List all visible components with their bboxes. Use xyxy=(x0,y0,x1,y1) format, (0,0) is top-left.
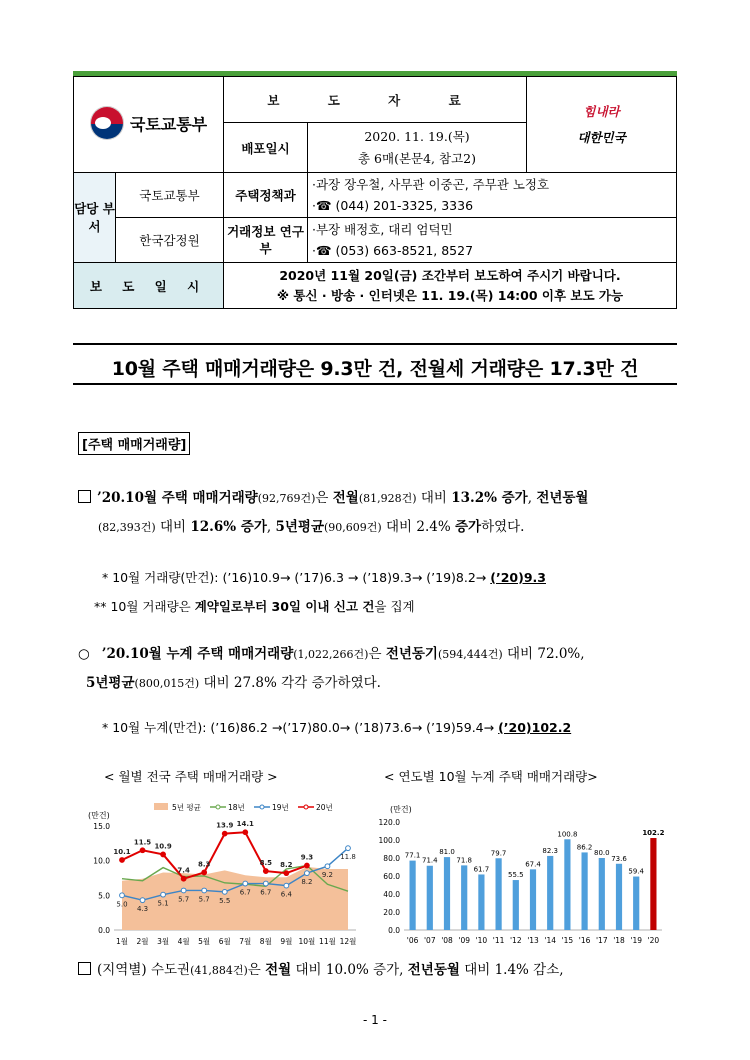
bar-value-label: 77.1 xyxy=(404,851,421,860)
data-point xyxy=(305,863,310,868)
chart-title-monthly: < 월별 전국 주택 매매거래량 > xyxy=(104,769,278,784)
data-label: 8.2 xyxy=(301,878,313,887)
data-label: 5.7 xyxy=(178,895,190,904)
data-point xyxy=(243,881,248,886)
press-release-title: 보 도 자 료 xyxy=(224,77,527,123)
bar xyxy=(633,877,639,930)
page-number: - 1 - xyxy=(363,1013,387,1027)
x-tick-label: '15 xyxy=(561,936,574,945)
bar-value-label: 102.2 xyxy=(642,829,665,838)
headline-rule-top xyxy=(73,343,677,345)
data-point xyxy=(181,876,186,881)
embargo-label: 보 도 일 시 xyxy=(74,263,224,309)
note-monthly-volume: * 10월 거래량(만건): (’16)10.9→ (’17)6.3 → (’18)9.3→ (’19)8.2→ (’20)9.3 xyxy=(102,570,546,585)
x-tick-label: 10월 xyxy=(298,937,316,946)
ministry-logo-cell xyxy=(74,77,224,173)
y-axis-unit: (만건) xyxy=(390,805,412,814)
monthly-volume-line-chart xyxy=(84,798,374,950)
paragraph-regional: (지역별) 수도권(41,884건)은 전월 대비 10.0% 증가, 전년동월 대비 1.4% 감소, xyxy=(78,956,678,985)
bar-value-label: 79.7 xyxy=(490,849,507,858)
bar xyxy=(461,865,467,930)
data-label: 11.5 xyxy=(133,838,152,847)
press-release-header xyxy=(73,76,677,309)
bar-value-label: 59.4 xyxy=(628,867,644,876)
data-point xyxy=(202,870,207,875)
section-tag: [주택 매매거래량] xyxy=(78,432,190,455)
paragraph-monthly: ’20.10월 주택 매매거래량(92,769건)은 전월(81,928건) 대비 13.2% 증가, 전년동월 (82,393건) 대비 12.6% 증가, 5년평균(90,609건) 대비 2.4% 증가하였다. xyxy=(78,484,678,542)
bar-value-label: 100.8 xyxy=(557,830,578,839)
bar-value-label: 81.0 xyxy=(439,848,455,857)
x-tick-label: 4월 xyxy=(177,937,190,946)
bar-value-label: 71.8 xyxy=(456,856,472,865)
x-tick-label: 6월 xyxy=(218,937,231,946)
data-point xyxy=(284,871,289,876)
y-tick-label: 100.0 xyxy=(378,836,400,845)
contact-people: ·부장 배정호, 대리 엄덕민 ·☎ (053) 663-8521, 8527 xyxy=(308,218,677,263)
headline-rule-bottom xyxy=(73,383,677,385)
data-point xyxy=(181,888,186,893)
legend-label: 19년 xyxy=(272,803,289,812)
y-tick-label: 5.0 xyxy=(98,891,110,901)
bar xyxy=(616,864,622,930)
checkbox-bullet-icon xyxy=(78,490,91,503)
data-label: 8.3 xyxy=(197,860,211,869)
paragraph-cumulative: ○ ’20.10월 누계 주택 매매거래량(1,022,266건)은 전년동기(594,444건) 대비 72.0%, 5년평균(800,015건) 대비 27.8% 각각 증가하였다. xyxy=(78,646,585,691)
data-point xyxy=(346,846,351,851)
contact-people: ·과장 장우철, 사무관 이중곤, 주무관 노정호 ·☎ (044) 201-3325, 3336 xyxy=(308,173,677,218)
data-label: 14.1 xyxy=(236,820,254,829)
data-point xyxy=(263,881,268,886)
y-tick-label: 80.0 xyxy=(383,854,400,863)
x-tick-label: 7월 xyxy=(239,937,252,946)
embargo-info: 2020년 11월 20일(금) 조간부터 보도하여 주시기 바랍니다. ※ 통신 · 방송 · 인터넷은 11. 19.(목) 14:00 이후 보도 가능 xyxy=(224,263,677,309)
x-tick-label: '17 xyxy=(595,936,608,945)
bar xyxy=(427,866,433,930)
ministry-name: 국토교통부 xyxy=(129,114,208,134)
data-label: 7.4 xyxy=(177,866,190,875)
x-tick-label: '13 xyxy=(527,936,539,945)
bar-value-label: 55.5 xyxy=(508,871,524,880)
distribution-info: 2020. 11. 19.(목) 총 6매(본문4, 참고2) xyxy=(308,123,527,173)
x-tick-label: '09 xyxy=(458,936,471,945)
data-point xyxy=(222,831,227,836)
bar xyxy=(478,874,484,930)
contact-org: 국토교통부 xyxy=(116,173,224,218)
data-point xyxy=(263,869,268,874)
responsible-dept-label: 담당 부서 xyxy=(74,173,116,263)
data-label: 5.0 xyxy=(116,900,128,909)
x-tick-label: '12 xyxy=(509,936,522,945)
data-point xyxy=(243,830,248,835)
x-tick-label: 12월 xyxy=(339,937,357,946)
data-point xyxy=(284,883,289,888)
y-tick-label: 120.0 xyxy=(378,818,400,827)
y-tick-label: 60.0 xyxy=(383,872,400,881)
data-label: 6.7 xyxy=(239,888,251,897)
x-tick-label: '14 xyxy=(544,936,557,945)
data-point xyxy=(222,889,227,894)
x-tick-label: '08 xyxy=(441,936,453,945)
bar xyxy=(444,857,450,930)
data-label: 4.3 xyxy=(136,905,149,914)
distribution-label: 배포일시 xyxy=(224,123,308,173)
contact-dept: 주택정책과 xyxy=(224,173,308,218)
bar-value-label: 61.7 xyxy=(473,865,490,874)
x-tick-label: 11월 xyxy=(319,937,336,946)
x-tick-label: '10 xyxy=(475,936,488,945)
data-label: 9.2 xyxy=(321,871,334,880)
y-axis-unit: (만건) xyxy=(88,811,110,820)
y-tick-label: 10.0 xyxy=(93,856,110,866)
bar-value-label: 73.6 xyxy=(611,854,627,863)
x-tick-label: '07 xyxy=(423,936,436,945)
y-tick-label: 0.0 xyxy=(98,926,110,935)
legend-label: 18년 xyxy=(228,803,245,812)
bar xyxy=(547,856,553,930)
note-cumulative-volume: * 10월 누계(만건): (’16)86.2 →(’17)80.0→ (’18)73.6→ (’19)59.4→ (’20)102.2 xyxy=(102,720,572,735)
bar-value-label: 86.2 xyxy=(576,843,593,852)
data-point xyxy=(161,852,166,857)
y-tick-label: 40.0 xyxy=(383,890,400,899)
legend-label: 5년 평균 xyxy=(172,803,201,812)
x-tick-label: 9월 xyxy=(280,937,293,946)
y-tick-label: 15.0 xyxy=(93,822,110,831)
data-label: 10.9 xyxy=(154,842,172,851)
x-tick-label: '20 xyxy=(647,936,660,945)
data-label: 11.8 xyxy=(340,853,356,862)
bar xyxy=(650,838,656,930)
bar xyxy=(582,852,588,930)
x-tick-label: 2월 xyxy=(136,937,149,946)
x-tick-label: '11 xyxy=(492,936,505,945)
bar-value-label: 71.4 xyxy=(422,856,438,865)
x-tick-label: 8월 xyxy=(259,937,272,946)
x-tick-label: 3월 xyxy=(157,937,170,946)
data-point xyxy=(140,898,145,903)
data-label: 6.4 xyxy=(280,890,292,899)
data-label: 8.5 xyxy=(259,859,273,868)
slogan-logo: 힘내라 대한민국 xyxy=(527,77,677,173)
x-tick-label: '19 xyxy=(630,936,643,945)
chart-title-yearly: < 연도별 10월 누계 주택 매매거래량> xyxy=(384,769,598,784)
data-point xyxy=(325,864,330,869)
legend-marker xyxy=(260,805,264,809)
x-tick-label: 1월 xyxy=(115,937,129,946)
bar xyxy=(564,839,570,930)
bar-value-label: 80.0 xyxy=(594,849,610,857)
x-tick-label: 5월 xyxy=(198,937,211,946)
data-point xyxy=(161,892,166,897)
data-point xyxy=(140,848,145,853)
x-tick-label: '18 xyxy=(613,936,625,945)
bar xyxy=(513,880,519,930)
legend-swatch xyxy=(154,803,168,810)
series-area-5yr-avg xyxy=(122,867,348,930)
bar xyxy=(530,869,536,930)
bar-value-label: 82.3 xyxy=(542,846,558,855)
data-label: 6.7 xyxy=(260,888,272,897)
data-label: 8.2 xyxy=(280,861,293,870)
x-tick-label: '16 xyxy=(578,936,591,945)
data-label: 5.7 xyxy=(198,895,210,904)
bar-value-label: 67.4 xyxy=(525,860,541,869)
data-label: 10.1 xyxy=(113,847,131,856)
headline: 10월 주택 매매거래량은 9.3만 건, 전월세 거래량은 17.3만 건 xyxy=(111,358,639,380)
contact-dept: 거래정보 연구부 xyxy=(224,218,308,263)
legend-marker xyxy=(304,805,308,809)
bar xyxy=(599,858,605,930)
data-point xyxy=(120,893,125,898)
y-tick-label: 20.0 xyxy=(383,908,400,917)
bar xyxy=(410,861,416,930)
data-point xyxy=(202,888,207,893)
data-point xyxy=(120,858,125,863)
data-label: 13.9 xyxy=(216,821,234,830)
note-aggregation: ** 10월 거래량은 계약일로부터 30일 이내 신고 건을 집계 xyxy=(94,599,415,614)
data-label: 5.5 xyxy=(219,896,231,905)
bar xyxy=(496,858,502,930)
data-point xyxy=(305,871,310,876)
checkbox-bullet-icon xyxy=(78,962,91,975)
x-tick-label: '06 xyxy=(406,936,419,945)
yearly-cumulative-bar-chart xyxy=(372,798,668,950)
legend-marker xyxy=(216,805,220,809)
legend-label: 20년 xyxy=(316,803,333,812)
data-label: 9.3 xyxy=(300,853,314,862)
taegeuk-logo-icon xyxy=(90,106,124,140)
data-label: 5.1 xyxy=(157,899,169,908)
contact-org: 한국감정원 xyxy=(116,218,224,263)
y-tick-label: 0.0 xyxy=(388,926,400,935)
